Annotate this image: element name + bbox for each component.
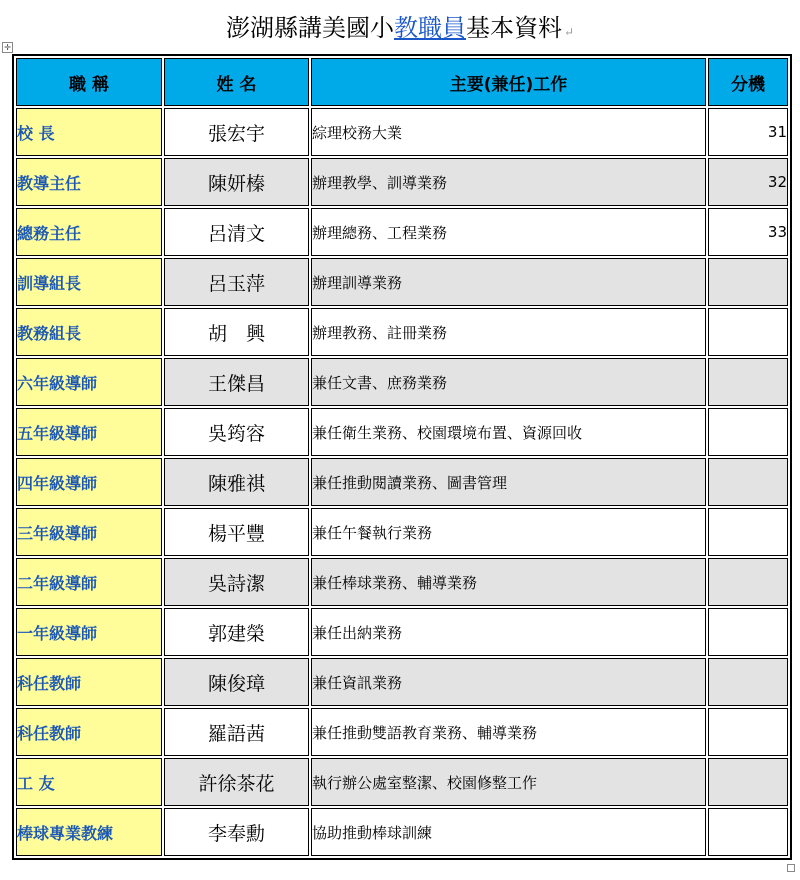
cell-duty: 兼任衛生業務、校園環境布置、資源回收 — [311, 408, 706, 456]
cell-name: 許徐茶花 — [164, 758, 309, 806]
cell-ext — [708, 258, 788, 306]
cell-duty: 協助推動棒球訓練 — [311, 808, 706, 856]
table-row — [16, 508, 788, 556]
header-ext: 分機 — [708, 58, 788, 106]
cell-title: 四年級導師 — [16, 458, 162, 506]
table-header-row — [16, 58, 788, 106]
cell-duty: 執行辦公處室整潔、校園修整工作 — [311, 758, 706, 806]
header-duty: 主要(兼任)工作 — [311, 58, 706, 106]
cell-duty: 綜理校務大業 — [311, 108, 706, 156]
table-row — [16, 608, 788, 656]
cell-title: 教導主任 — [16, 158, 162, 206]
table-row — [16, 808, 788, 856]
title-link[interactable]: 教職員 — [393, 14, 466, 42]
staff-table — [12, 54, 792, 860]
cell-duty: 兼任推動雙語教育業務、輔導業務 — [311, 708, 706, 756]
cell-ext — [708, 358, 788, 406]
table-row — [16, 108, 788, 156]
title-suffix: 基本資料 — [465, 14, 562, 42]
cell-name: 郭建榮 — [164, 608, 309, 656]
cell-ext — [708, 758, 788, 806]
table-row — [16, 558, 788, 606]
cell-duty: 辦理總務、工程業務 — [311, 208, 706, 256]
cell-duty: 辦理教務、註冊業務 — [311, 308, 706, 356]
cell-name: 張宏宇 — [164, 108, 309, 156]
cell-title: 總務主任 — [16, 208, 162, 256]
cell-ext: 31 — [708, 108, 788, 156]
cell-ext — [708, 458, 788, 506]
cell-name: 呂清文 — [164, 208, 309, 256]
cell-title: 三年級導師 — [16, 508, 162, 556]
cell-ext — [708, 558, 788, 606]
cell-duty: 兼任推動閱讀業務、圖書管理 — [311, 458, 706, 506]
title-prefix: 澎湖縣講美國小 — [225, 14, 394, 42]
page-title — [0, 8, 800, 43]
table-row — [16, 408, 788, 456]
cell-title: 科任教師 — [16, 658, 162, 706]
cell-ext — [708, 308, 788, 356]
cell-ext — [708, 408, 788, 456]
cell-name: 陳俊璋 — [164, 658, 309, 706]
table-row — [16, 308, 788, 356]
cell-name: 呂玉萍 — [164, 258, 309, 306]
cell-name: 王傑昌 — [164, 358, 309, 406]
cell-ext — [708, 608, 788, 656]
cell-title: 校 長 — [16, 108, 162, 156]
cell-duty: 兼任資訊業務 — [311, 658, 706, 706]
cell-name: 吳筠容 — [164, 408, 309, 456]
cell-title: 工 友 — [16, 758, 162, 806]
cell-name: 楊平豐 — [164, 508, 309, 556]
table-row — [16, 708, 788, 756]
cell-name: 羅語茜 — [164, 708, 309, 756]
cell-ext: 33 — [708, 208, 788, 256]
cell-title: 訓導組長 — [16, 258, 162, 306]
cell-title: 科任教師 — [16, 708, 162, 756]
cell-duty: 兼任出納業務 — [311, 608, 706, 656]
table-row — [16, 458, 788, 506]
table-row — [16, 658, 788, 706]
cell-duty: 辦理訓導業務 — [311, 258, 706, 306]
header-name: 姓 名 — [164, 58, 309, 106]
cell-name: 吳詩潔 — [164, 558, 309, 606]
cell-ext — [708, 808, 788, 856]
paragraph-mark-icon: ↵ — [563, 25, 575, 39]
cell-name: 陳雅祺 — [164, 458, 309, 506]
table-resize-handle[interactable] — [787, 864, 795, 872]
cell-ext — [708, 508, 788, 556]
cell-duty: 兼任棒球業務、輔導業務 — [311, 558, 706, 606]
table-row — [16, 208, 788, 256]
cell-title: 六年級導師 — [16, 358, 162, 406]
cell-name: 陳妍榛 — [164, 158, 309, 206]
cell-duty: 辦理教學、訓導業務 — [311, 158, 706, 206]
table-row — [16, 358, 788, 406]
cell-duty: 兼任午餐執行業務 — [311, 508, 706, 556]
table-move-handle-icon[interactable]: ✛ — [2, 42, 13, 53]
cell-name: 李奉勳 — [164, 808, 309, 856]
cell-title: 二年級導師 — [16, 558, 162, 606]
cell-title: 一年級導師 — [16, 608, 162, 656]
table-row — [16, 758, 788, 806]
cell-ext — [708, 658, 788, 706]
header-title: 職 稱 — [16, 58, 162, 106]
cell-duty: 兼任文書、庶務業務 — [311, 358, 706, 406]
cell-title: 棒球專業教練 — [16, 808, 162, 856]
cell-name: 胡 興 — [164, 308, 309, 356]
cell-ext — [708, 708, 788, 756]
table-row — [16, 258, 788, 306]
cell-ext: 32 — [708, 158, 788, 206]
cell-title: 教務組長 — [16, 308, 162, 356]
cell-title: 五年級導師 — [16, 408, 162, 456]
table-row — [16, 158, 788, 206]
